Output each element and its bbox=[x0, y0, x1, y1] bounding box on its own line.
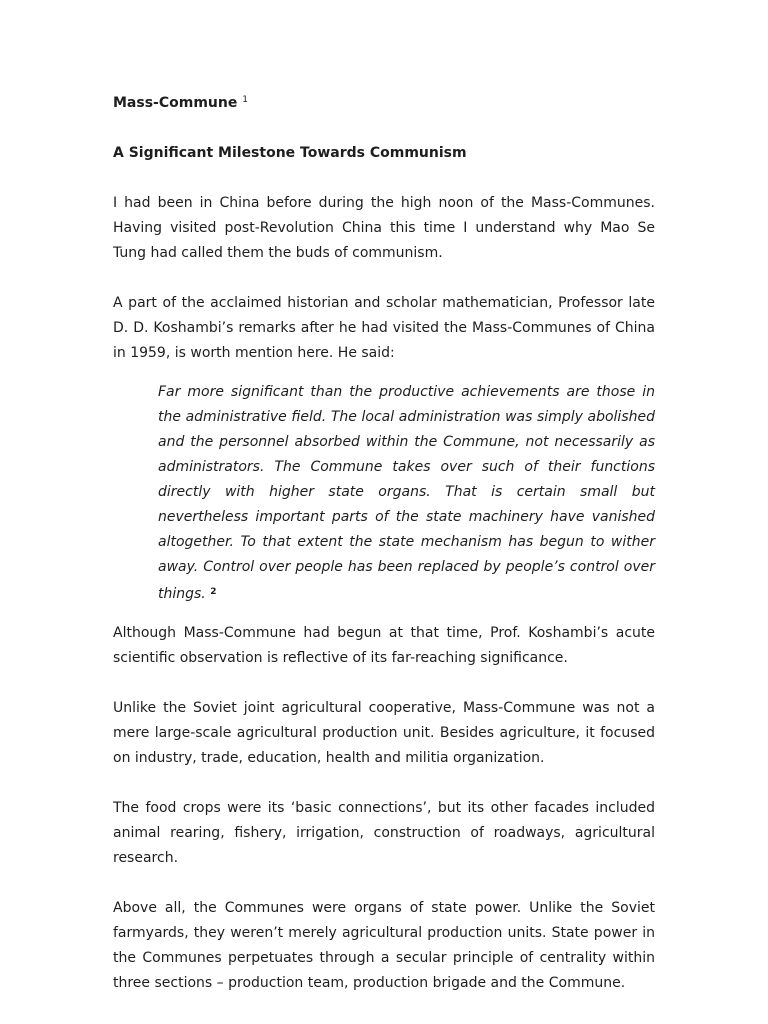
spacer bbox=[113, 116, 655, 141]
document-title bbox=[113, 88, 655, 116]
spacer bbox=[113, 871, 655, 896]
document-title-text: Mass-Commune bbox=[113, 95, 238, 111]
paragraph-1: I had been in China before during the high noon of the Mass-Communes. Having visited post-Revolution China this time I understand why Mao Se Tung had called them the buds of communism. bbox=[113, 195, 655, 261]
footnote-marker-1: 1 bbox=[242, 95, 248, 105]
block-quote bbox=[158, 380, 655, 607]
footnote-marker-2: 2 bbox=[210, 587, 217, 597]
spacer bbox=[113, 166, 655, 191]
paragraph-5: The food crops were its ‘basic connections’, but its other facades included animal rearing, fishery, irrigation, construction of roadways, agricultural research. bbox=[113, 800, 655, 866]
document-subtitle: A Significant Milestone Towards Communism bbox=[113, 145, 467, 161]
document-page bbox=[113, 88, 655, 996]
paragraph-3: Although Mass-Commune had begun at that time, Prof. Koshambi’s acute scientific observation is reflective of its far-reaching significance. bbox=[113, 625, 655, 666]
spacer bbox=[113, 671, 655, 696]
paragraph-6: Above all, the Communes were organs of state power. Unlike the Soviet farmyards, they weren’t merely agricultural production units. State power in the Communes perpetuates through a secular principle of centrality within three sections – production team, production brigade and the Commune. bbox=[113, 900, 655, 991]
block-quote-text: Far more significant than the productive achievements are those in the administrative field. The local administration was simply abolished and the personnel absorbed within the Commune, not necessarily as administrators. The Commune takes over such of their functions directly with higher state organs. That is certain small but nevertheless important parts of the state machinery have vanished altogether. To that extent the state mechanism has begun to wither away. Control over people has been replaced by people’s control over things. bbox=[158, 384, 655, 602]
spacer bbox=[113, 771, 655, 796]
spacer bbox=[113, 266, 655, 291]
paragraph-4: Unlike the Soviet joint agricultural cooperative, Mass-Commune was not a mere large-scale agricultural production unit. Besides agriculture, it focused on industry, trade, education, health and militia organization. bbox=[113, 700, 655, 766]
paragraph-2: A part of the acclaimed historian and scholar mathematician, Professor late D. D. Koshambi’s remarks after he had visited the Mass-Communes of China in 1959, is worth mention here. He said: bbox=[113, 295, 655, 361]
